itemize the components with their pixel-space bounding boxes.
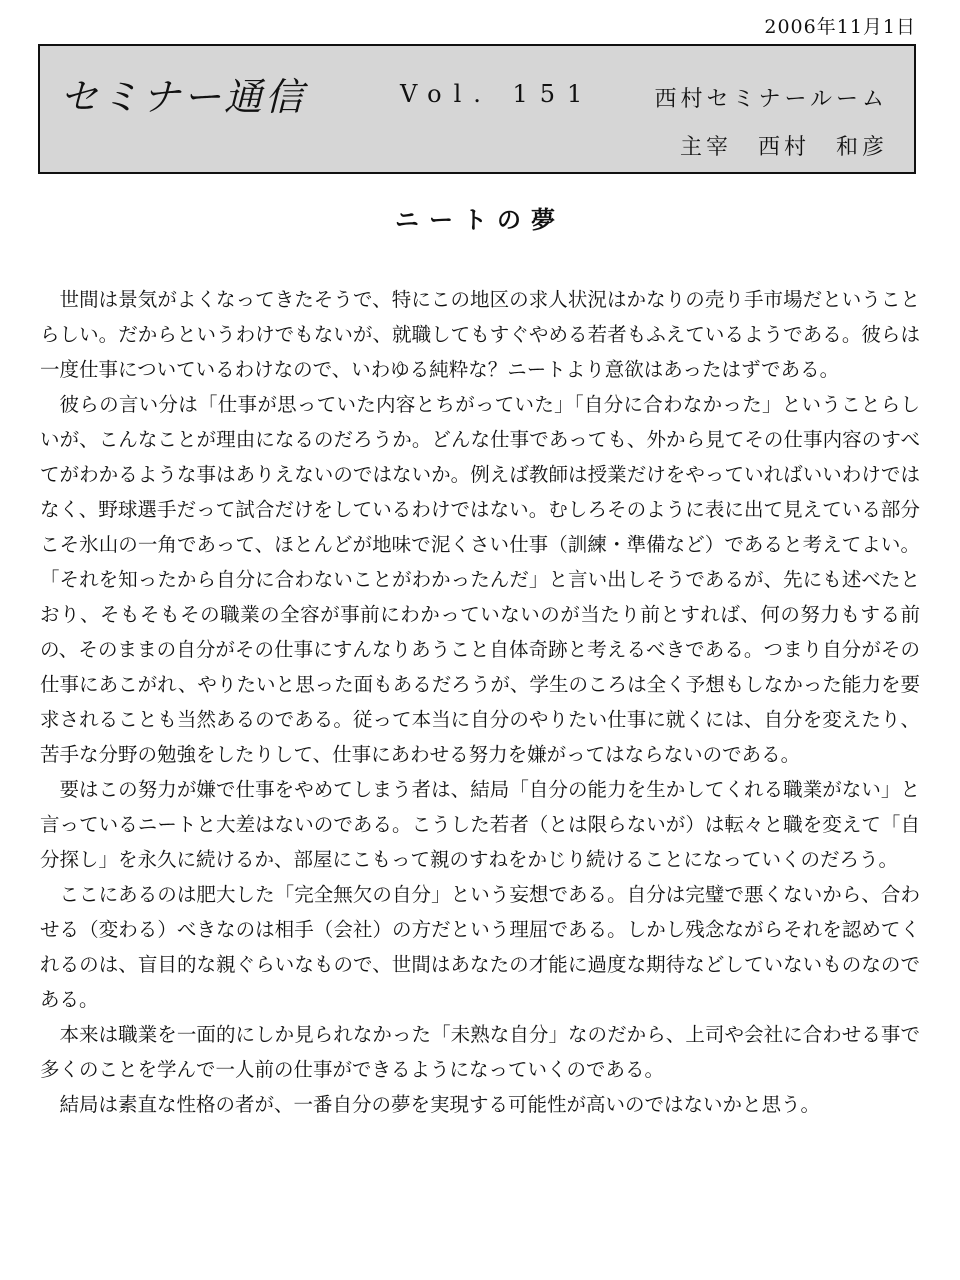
paragraph: 要はこの努力が嫌で仕事をやめてしまう者は、結局「自分の能力を生かしてくれる職業がない」と言っているニートと大差はないのである。こうした若者（とは限らないが）は転々と職を変えて「自分探し」を永久に続けるか、部屋にこもって親のすねをかじり続けることになっていくのだろう。 [40,778,920,871]
author-line: 主宰 西村 和彦 [679,135,888,160]
paragraph: 世間は景気がよくなってきたそうで、特にこの地区の求人状況はかなりの売り手市場だということらしい。だからというわけでもないが、就職してもすぐやめる若者もふえているようである。彼らは一度仕事についているわけなので、いわゆる純粋な？ニートより意欲はあったはずである。 [40,288,920,381]
paragraph: ここにあるのは肥大した「完全無欠の自分」という妄想である。自分は完璧で悪くないから、合わせる（変わる）べきなのは相手（会社）の方だという理屈である。しかし残念ながらそれを認めてくれるのは、盲目的な親ぐらいなもので、世間はあなたの才能に過度な期待などしていないものなのである。 [40,883,920,1011]
newsletter-title: セミナー通信 [60,75,307,119]
paragraph: 彼らの言い分は「仕事が思っていた内容とちがっていた」「自分に合わなかった」ということらしいが、こんなことが理由になるのだろうか。どんな仕事であっても、外から見てその仕事内容のすべてがわかるような事はありえないのではないか。例えば教師は授業だけをやっていればいいわけではなく、野球選手だって試合だけをしているわけではない。むしろそのように表に出て見えている部分こそ氷山の一角であって、ほとんどが地味で泥くさい仕事（訓練・準備など）であると考えてよい。「それを知ったから自分に合わないことがわかったんだ」と言い出しそうであるが、先にも述べたとおり、そもそもその職業の全容が事前にわかっていないのが当たり前とすれば、何の努力もする前の、そのままの自分がその仕事にすんなりあうこと自体奇跡と考えるべきである。つまり自分がその仕事にあこがれ、やりたいと思った面もあるだろうが、学生のころは全く予想もしなかった能力を要求されることも当然あるのである。従って本当に自分のやりたい仕事に就くには、自分を変えたり、苦手な分野の勉強をしたりして、仕事にあわせる努力を嫌がってはならないのである。 [40,393,920,766]
newsletter-header [38,44,916,174]
paragraph: 本来は職業を一面的にしか見られなかった「未熟な自分」なのだから、上司や会社に合わせる事で多くのことを学んで一人前の仕事ができるようになっていくのである。 [40,1023,920,1081]
article-body [40,282,920,1122]
issue-date: 2006年11月1日 [764,16,916,38]
article-title: ニートの夢 [395,205,565,234]
seminar-room-name: 西村セミナールーム [654,87,888,112]
paragraph: 結局は素直な性格の者が、一番自分の夢を実現する可能性が高いのではないかと思う。 [59,1093,821,1116]
volume-number: Vol. 151 [400,80,595,108]
